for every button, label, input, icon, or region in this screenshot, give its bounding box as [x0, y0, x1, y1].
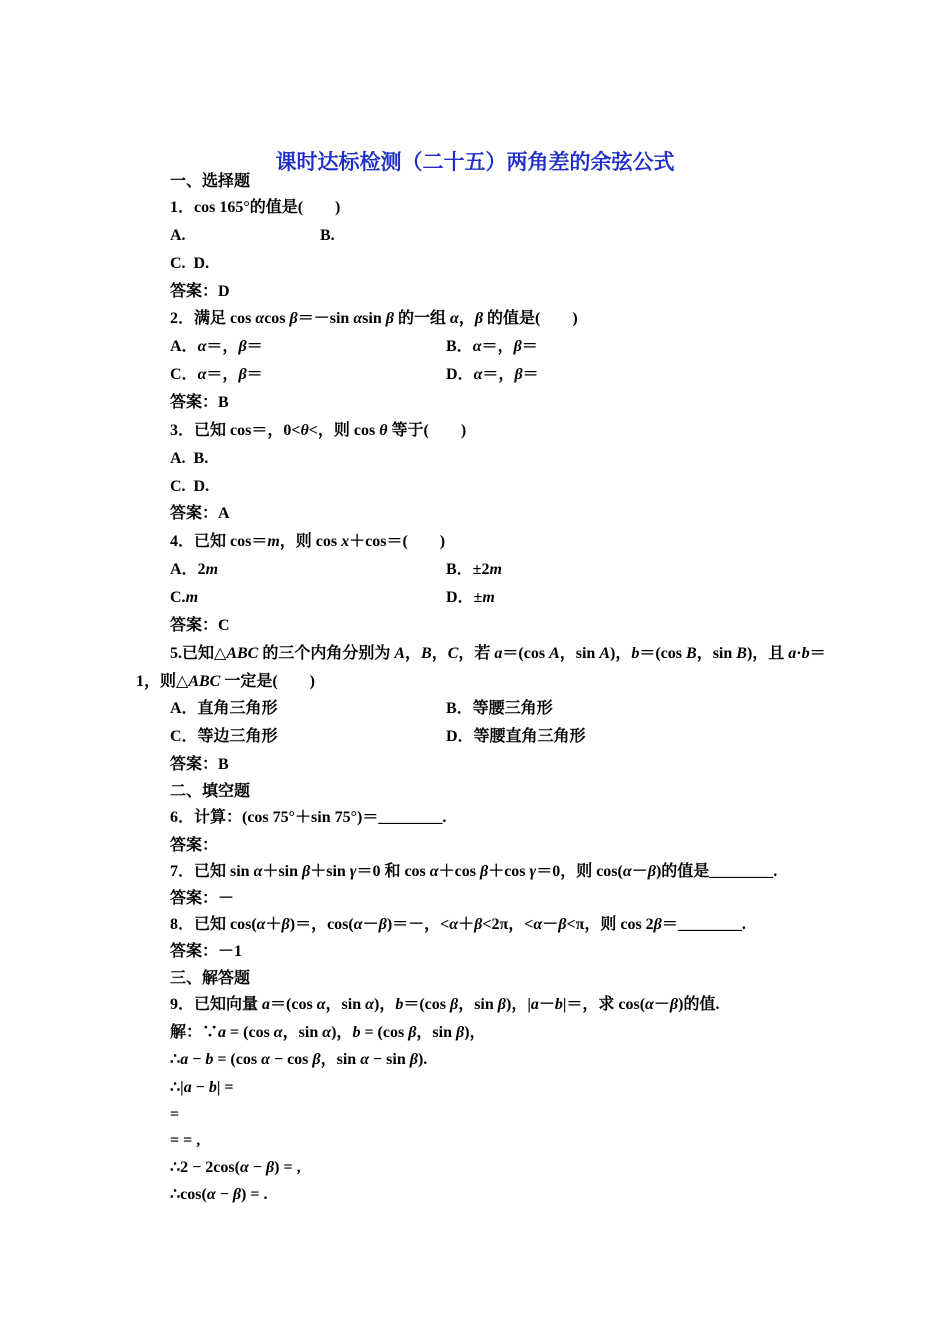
question-5-stem-line1: 5.已知△ABC 的三个内角分别为 A，B，C，若 a＝(cos A，sin A)，b＝(cos B，sin B)，且 a·b＝	[170, 645, 826, 662]
question-5-option-c: C．等边三角形	[170, 728, 278, 745]
question-5-option-a: A．直角三角形	[170, 700, 278, 717]
question-3-options-ab: A. B.	[170, 450, 209, 467]
question-2-answer: 答案：B	[170, 394, 229, 411]
question-4-option-b: B．±2m	[446, 561, 502, 578]
section-heading-solve: 三、解答题	[170, 970, 251, 987]
section-heading-choice: 一、选择题	[170, 173, 251, 190]
solution-line-6: ∴2 − 2cos(α − β) = ,	[170, 1159, 301, 1176]
question-3-answer: 答案：A	[170, 505, 230, 522]
solution-line-3: ∴|a − b| =	[170, 1079, 234, 1096]
question-9-stem: 9．已知向量 a＝(cos α，sin α)，b＝(cos β，sin β)，|a－b|＝，求 cos(α－β)的值.	[170, 996, 720, 1013]
question-5-option-b: B．等腰三角形	[446, 700, 553, 717]
question-2-option-a: A．α＝，β＝	[170, 338, 263, 355]
question-4-option-a: A．2m	[170, 561, 219, 578]
question-8-stem: 8．已知 cos(α＋β)＝，cos(α－β)＝－，<α＋β<2π，<α－β<π，则 cos 2β＝________.	[170, 916, 746, 933]
question-4-option-c: C.m	[170, 589, 199, 606]
question-1-option-b: B.	[320, 227, 335, 244]
question-5-stem-line2: 1，则△ABC 一定是( )	[136, 673, 315, 690]
question-1-options-cd: C. D.	[170, 255, 210, 272]
question-2-option-b: B．α＝，β＝	[446, 338, 538, 355]
page-title: 课时达标检测（二十五）两角差的余弦公式	[275, 150, 675, 174]
question-7-answer: 答案：－	[170, 890, 235, 907]
question-2-option-c: C．α＝，β＝	[170, 366, 263, 383]
solution-line-2: ∴a − b = (cos α − cos β，sin α − sin β).	[170, 1051, 428, 1068]
question-4-stem: 4．已知 cos＝m，则 cos x＋cos＝( )	[170, 533, 446, 550]
question-6-answer: 答案：	[170, 837, 219, 854]
question-7-stem: 7．已知 sin α＋sin β＋sin γ＝0 和 cos α＋cos β＋cos γ＝0，则 cos(α－β)的值是________.	[170, 863, 778, 880]
question-3-stem: 3．已知 cos＝，0<θ<，则 cos θ 等于( )	[170, 422, 467, 439]
question-8-answer: 答案：－1	[170, 943, 243, 960]
solution-line-1: 解：∵a = (cos α，sin α)，b = (cos β，sin β)，	[170, 1024, 486, 1041]
question-5-option-d: D．等腰直角三角形	[446, 728, 586, 745]
solution-line-4: =	[170, 1106, 180, 1123]
question-1-option-a: A.	[170, 227, 186, 244]
question-5-answer: 答案：B	[170, 756, 229, 773]
solution-line-7: ∴cos(α − β) = .	[170, 1186, 268, 1203]
solution-line-5: = = ,	[170, 1132, 201, 1149]
question-2-option-d: D．α＝，β＝	[446, 366, 539, 383]
question-4-option-d: D．±m	[446, 589, 495, 606]
question-4-answer: 答案：C	[170, 617, 230, 634]
section-heading-fill: 二、填空题	[170, 783, 251, 800]
question-1-stem: 1．cos 165°的值是( )	[170, 199, 341, 216]
question-3-options-cd: C. D.	[170, 478, 210, 495]
question-6-stem: 6．计算：(cos 75°＋sin 75°)＝________.	[170, 809, 447, 826]
question-1-answer: 答案：D	[170, 283, 230, 300]
question-2-stem: 2．满足 cos αcos β＝－sin αsin β 的一组 α，β 的值是( )	[170, 310, 578, 327]
